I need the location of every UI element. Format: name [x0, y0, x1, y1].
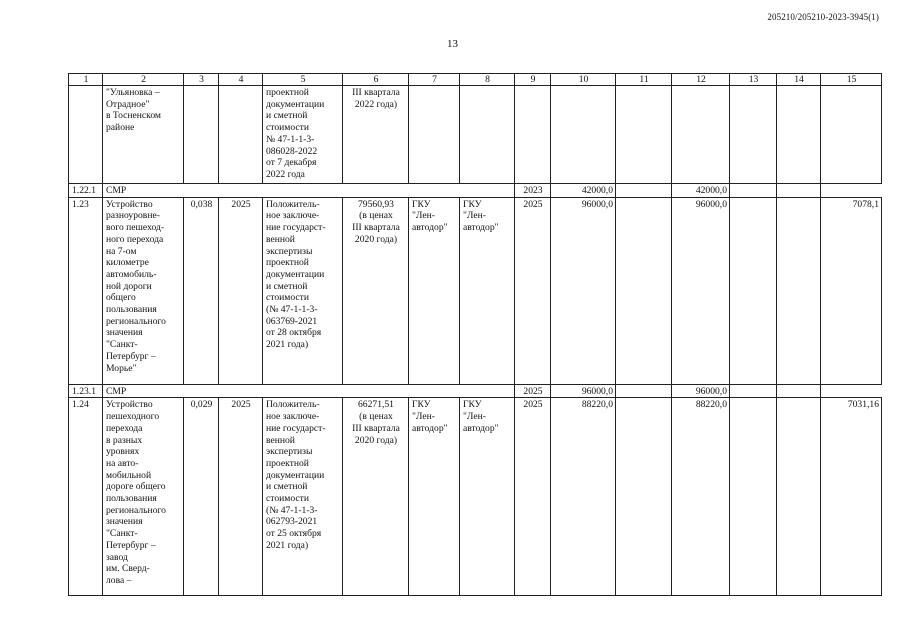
col-header-10: 10	[551, 74, 616, 86]
cell-num: 1.23.1	[69, 384, 103, 398]
cell-amount: 96000,0	[551, 197, 616, 384]
col-header-6: 6	[343, 74, 409, 86]
table-row-1-23-1	[69, 384, 882, 398]
cell-customer: ГКУ "Лен- автодор"	[409, 398, 460, 596]
cell-col15: 7078,1	[821, 197, 882, 384]
col-header-5: 5	[263, 74, 343, 86]
cell-expertise: Положитель- ное заключе- ние государст- венной экспертизы проектной документации и сметной стоимости (№ 47-1-1-3- 063769-2021 от 28 октября 2021 года)	[263, 197, 343, 384]
cell-object-name: СМР	[103, 184, 515, 198]
cell-num: 1.22.1	[69, 184, 103, 198]
cell-object-name: "Ульяновка – Отрадное" в Тосненском районе	[103, 86, 184, 184]
col-header-13: 13	[730, 74, 777, 86]
table-row-1-22-1	[69, 184, 882, 198]
cell-object-name: Устройство разноуровне- вого пешеход- ного перехода на 7-ом километре автомобиль- ной дороги общего пользования регионального значения "Санкт- Петербург – Морье"	[103, 197, 184, 384]
cell-total: 42000,0	[672, 184, 730, 198]
table-row-continuation	[69, 86, 882, 184]
cell-total: 96000,0	[672, 197, 730, 384]
cell-expertise: Положитель- ное заключе- ние государст- венной экспертизы проектной документации и сметной стоимости (№ 47-1-1-3- 062793-2021 от 25 октября 2021 года)	[263, 398, 343, 596]
cell-num: 1.23	[69, 197, 103, 384]
cell-cost: 79560,93 (в ценах III квартала 2020 года)	[343, 197, 409, 384]
cell-cost: III квартала 2022 года)	[343, 86, 409, 184]
cell-amount: 88220,0	[551, 398, 616, 596]
page-number: 13	[447, 38, 458, 50]
col-header-14: 14	[777, 74, 821, 86]
table-row-1-24	[69, 398, 882, 596]
cell-customer: ГКУ "Лен- автодор"	[409, 197, 460, 384]
cell-expertise: проектной документации и сметной стоимости № 47-1-1-3- 086028-2022 от 7 декабря 2022 года	[263, 86, 343, 184]
col-header-7: 7	[409, 74, 460, 86]
cell-year: 2025	[515, 197, 551, 384]
cell-year: 2023	[515, 184, 551, 198]
col-header-12: 12	[672, 74, 730, 86]
cell-object-name: Устройство пешеходного перехода в разных уровнях на авто- мобильной дороге общего пользования регионального значения "Санкт- Петербург – завод им. Сверд- лова –	[103, 398, 184, 596]
cell-cost: 66271,51 (в ценах III квартала 2020 года)	[343, 398, 409, 596]
cell-object-name: СМР	[103, 384, 515, 398]
cell-year: 2025	[515, 384, 551, 398]
col-header-3: 3	[184, 74, 219, 86]
cell-amount: 96000,0	[551, 384, 616, 398]
header-row	[69, 74, 882, 86]
cell-total: 88220,0	[672, 398, 730, 596]
cell-executor: ГКУ "Лен- автодор"	[460, 197, 515, 384]
cell-col15: 7031,16	[821, 398, 882, 596]
col-header-1: 1	[69, 74, 103, 86]
col-header-2: 2	[103, 74, 184, 86]
col-header-9: 9	[515, 74, 551, 86]
cell-year-end: 2025	[219, 398, 263, 596]
cell-total: 96000,0	[672, 384, 730, 398]
cell-year: 2025	[515, 398, 551, 596]
col-header-15: 15	[821, 74, 882, 86]
cell-num: 1.24	[69, 398, 103, 596]
document-id: 205210/205210-2023-3945(1)	[767, 12, 879, 22]
table-row-1-23	[69, 197, 882, 384]
cell-executor: ГКУ "Лен- автодор"	[460, 398, 515, 596]
col-header-11: 11	[616, 74, 672, 86]
cell-amount: 42000,0	[551, 184, 616, 198]
cell-num	[69, 86, 103, 184]
program-table	[68, 73, 882, 596]
col-header-4: 4	[219, 74, 263, 86]
col-header-8: 8	[460, 74, 515, 86]
cell-length: 0,029	[184, 398, 219, 596]
cell-year-end: 2025	[219, 197, 263, 384]
cell-length: 0,038	[184, 197, 219, 384]
